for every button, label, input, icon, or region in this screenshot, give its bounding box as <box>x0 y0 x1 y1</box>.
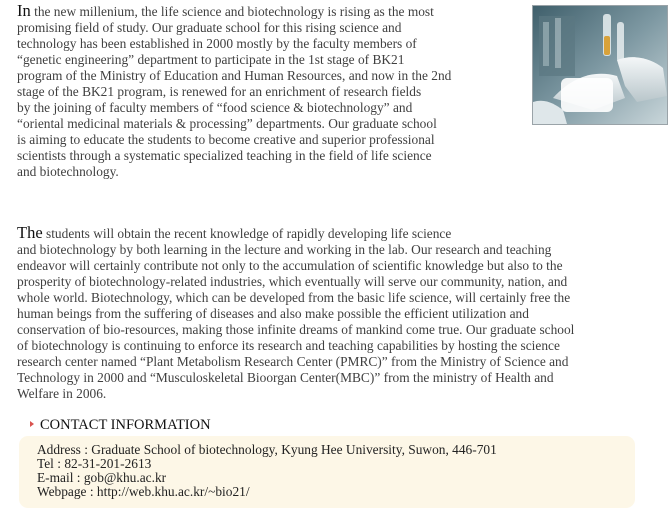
intro-line-1: In the new millenium, the life science and biotechnology is rising as the most <box>17 1 434 20</box>
contact-email[interactable]: E-mail : gob@khu.ac.kr <box>37 470 167 485</box>
lab-test-tube-photo <box>532 5 668 125</box>
intro-line: promising field of study. Our graduate school for this rising science and <box>17 20 402 35</box>
intro-paragraph <box>17 3 451 180</box>
test-tube-photo-icon <box>533 6 667 124</box>
outcomes-line: Welfare in 2006. <box>17 386 107 401</box>
contact-address: Address : Graduate School of biotechnology, Kyung Hee University, Suwon, 446-701 <box>37 442 497 457</box>
outcomes-line: research center named “Plant Metabolism Research Center (PMRC)” from the Ministry of Science and <box>17 354 569 369</box>
intro-line: program of the Ministry of Education and Human Resources, and now in the 2nd <box>17 68 452 83</box>
intro-lead-word: In <box>17 1 31 20</box>
intro-line: and biotechnology. <box>17 164 119 179</box>
bullet-arrow-icon <box>30 421 34 427</box>
contact-webpage[interactable]: Webpage : http://web.khu.ac.kr/~bio21/ <box>37 484 250 499</box>
intro-line: by the joining of faculty members of “food science & biotechnology” and <box>17 100 413 115</box>
contact-tel: Tel : 82-31-201-2613 <box>37 456 152 471</box>
contact-heading <box>30 417 211 434</box>
intro-line: technology has been established in 2000 mostly by the faculty members of <box>17 36 417 51</box>
contact-info-box <box>19 436 635 508</box>
contact-heading-label: CONTACT INFORMATION <box>40 417 211 433</box>
outcomes-line: and biotechnology by both learning in the lecture and working in the lab. Our research and teaching <box>17 242 552 257</box>
intro-line: “oriental medicinal materials & processing” departments. Our graduate school <box>17 116 437 131</box>
outcomes-line: human beings from the suffering of diseases and also make possible the efficient utilization and <box>17 306 529 321</box>
intro-line: scientists through a systematic specialized teaching in the field of life science <box>17 148 432 163</box>
outcomes-line: Technology in 2000 and “Musculoskeletal Bioorgan Center(MBC)” from the ministry of Health and <box>17 370 554 385</box>
outcomes-line: endeavor will certainly contribute not only to the accumulation of scientific knowledge but also to the <box>17 258 563 273</box>
outcomes-line: whole world. Biotechnology, which can be developed from the basic life science, will certainly free the <box>17 290 571 305</box>
outcomes-line: of biotechnology is continuing to enforce its research and teaching capabilities by hosting the science <box>17 338 560 353</box>
outcomes-lead-word: The <box>17 223 43 242</box>
outcomes-paragraph <box>17 225 574 402</box>
outcomes-line-1: The students will obtain the recent knowledge of rapidly developing life science <box>17 223 452 242</box>
intro-line: is aiming to educate the students to become creative and superior professional <box>17 132 435 147</box>
intro-line: “genetic engineering” department to participate in the 1st stage of BK21 <box>17 52 405 67</box>
intro-line: stage of the BK21 program, is renewed for an enrichment of research fields <box>17 84 422 99</box>
outcomes-line: conservation of bio-resources, making those infinite dreams of mankind come true. Our graduate school <box>17 322 575 337</box>
outcomes-line: prosperity of biotechnology-related industries, which eventually will serve our community, nation, and <box>17 274 568 289</box>
